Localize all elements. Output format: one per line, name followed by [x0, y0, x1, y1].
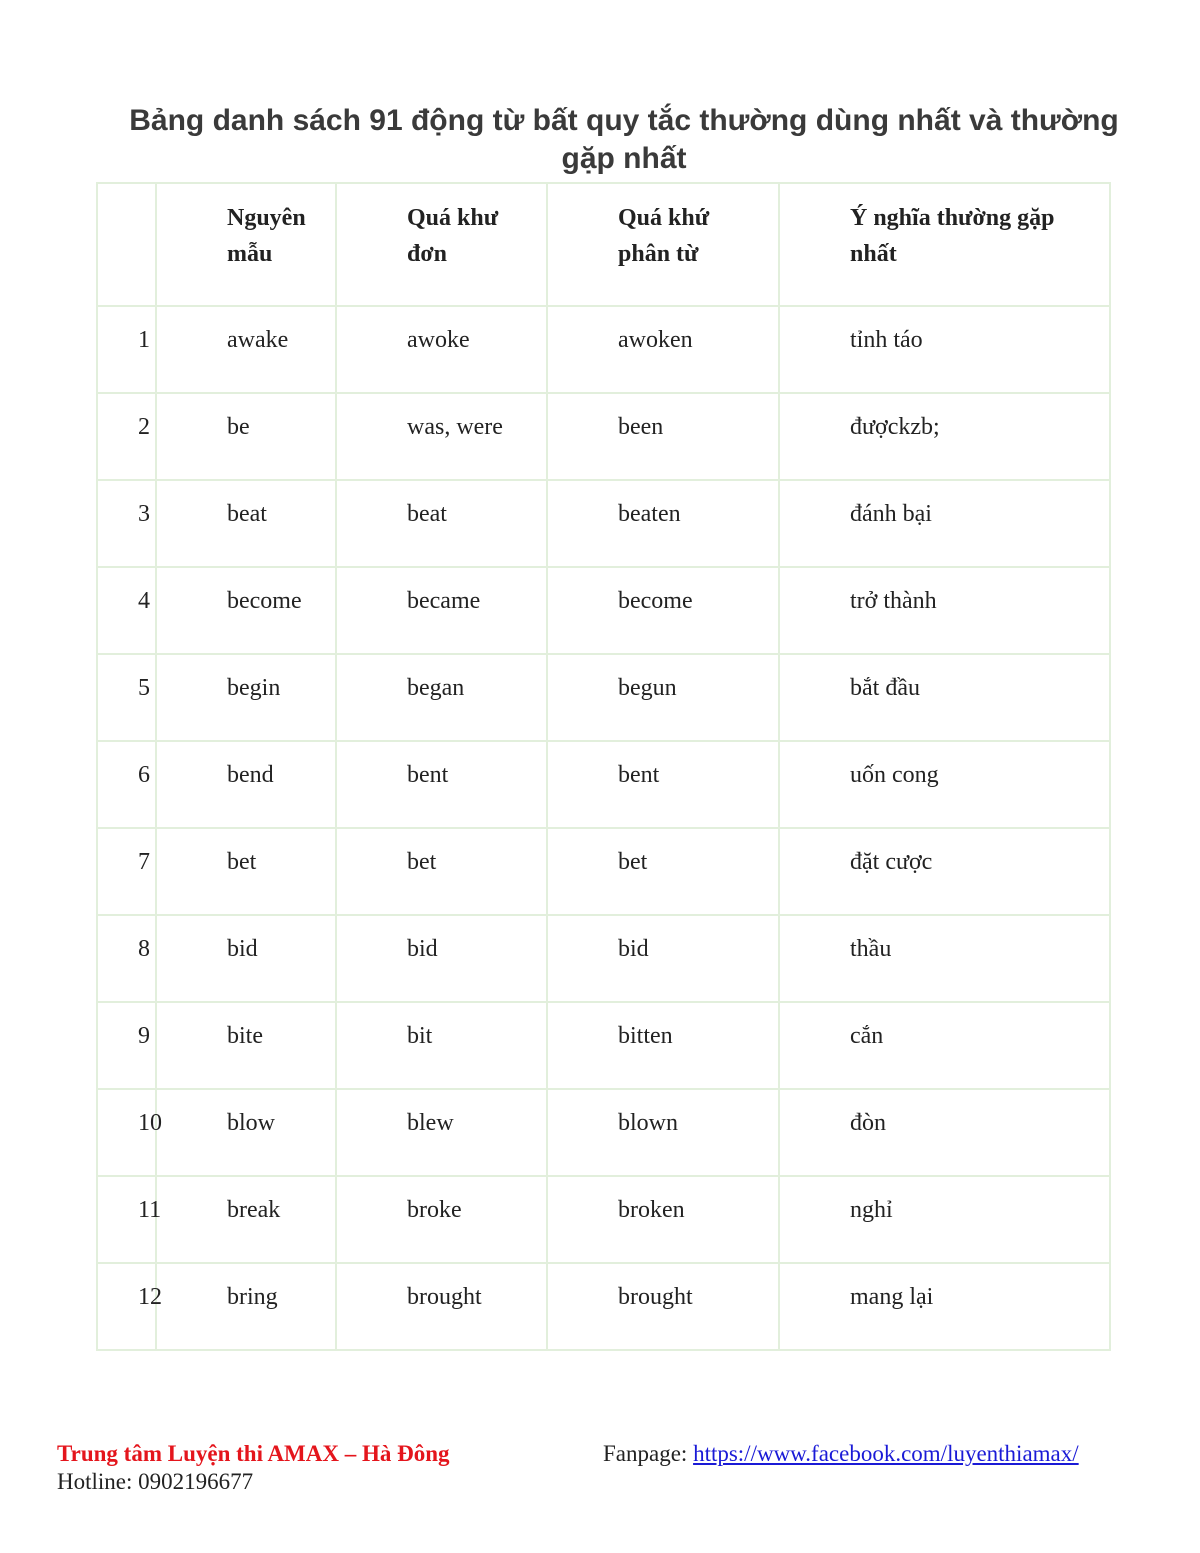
header-past-participle: Quá khứ phân từ	[547, 183, 779, 306]
cell-row-index: 10	[97, 1089, 156, 1176]
cell-past-participle: bent	[547, 741, 779, 828]
cell-past-participle: awoken	[547, 306, 779, 393]
table-row	[97, 306, 1110, 393]
cell-past-participle: bitten	[547, 1002, 779, 1089]
cell-row-index: 12	[97, 1263, 156, 1350]
footer-hotline: Hotline: 0902196677	[57, 1469, 254, 1494]
cell-row-index: 6	[97, 741, 156, 828]
fanpage-label: Fanpage:	[603, 1441, 694, 1466]
cell-meaning: đặt cược	[779, 828, 1110, 915]
cell-base-form: bend	[156, 741, 336, 828]
table-header-row	[97, 183, 1110, 306]
footer-fanpage	[603, 1440, 1079, 1468]
cell-meaning: uốn cong	[779, 741, 1110, 828]
cell-row-index: 11	[97, 1176, 156, 1263]
cell-past-simple: became	[336, 567, 547, 654]
cell-base-form: be	[156, 393, 336, 480]
cell-row-index: 9	[97, 1002, 156, 1089]
table-row	[97, 1089, 1110, 1176]
cell-row-index: 8	[97, 915, 156, 1002]
cell-past-simple: bent	[336, 741, 547, 828]
cell-meaning: đánh bại	[779, 480, 1110, 567]
cell-past-participle: bid	[547, 915, 779, 1002]
cell-past-simple: was, were	[336, 393, 547, 480]
cell-past-participle: bet	[547, 828, 779, 915]
table-row	[97, 480, 1110, 567]
table-row	[97, 393, 1110, 480]
cell-base-form: begin	[156, 654, 336, 741]
cell-base-form: awake	[156, 306, 336, 393]
footer-org-name: Trung tâm Luyện thi AMAX – Hà Đông	[57, 1441, 450, 1466]
cell-meaning: trở thành	[779, 567, 1110, 654]
cell-meaning: tỉnh táo	[779, 306, 1110, 393]
cell-base-form: bring	[156, 1263, 336, 1350]
cell-row-index: 1	[97, 306, 156, 393]
table-row	[97, 654, 1110, 741]
table-row	[97, 1002, 1110, 1089]
cell-meaning: nghỉ	[779, 1176, 1110, 1263]
cell-past-participle: been	[547, 393, 779, 480]
header-base-form: Nguyên mẫu	[156, 183, 336, 306]
cell-base-form: bet	[156, 828, 336, 915]
cell-past-simple: brought	[336, 1263, 547, 1350]
cell-past-simple: began	[336, 654, 547, 741]
cell-base-form: become	[156, 567, 336, 654]
fanpage-link[interactable]: https://www.facebook.com/luyenthiamax/	[693, 1441, 1079, 1466]
cell-meaning: thầu	[779, 915, 1110, 1002]
verb-table	[96, 182, 1111, 1351]
table-row	[97, 741, 1110, 828]
cell-past-simple: beat	[336, 480, 547, 567]
cell-past-participle: beaten	[547, 480, 779, 567]
footer-contact	[57, 1440, 450, 1496]
cell-past-simple: bid	[336, 915, 547, 1002]
table-row	[97, 828, 1110, 915]
cell-meaning: đượckzb;	[779, 393, 1110, 480]
cell-past-simple: bet	[336, 828, 547, 915]
page-title: Bảng danh sách 91 động từ bất quy tắc thường dùng nhất và thường gặp nhất	[129, 104, 1119, 175]
cell-meaning: bắt đầu	[779, 654, 1110, 741]
cell-past-simple: blew	[336, 1089, 547, 1176]
cell-row-index: 2	[97, 393, 156, 480]
header-past-simple: Quá khư đơn	[336, 183, 547, 306]
cell-base-form: bid	[156, 915, 336, 1002]
cell-past-participle: blown	[547, 1089, 779, 1176]
cell-past-participle: become	[547, 567, 779, 654]
header-meaning: Ý nghĩa thường gặp nhất	[779, 183, 1110, 306]
cell-meaning: cắn	[779, 1002, 1110, 1089]
cell-past-participle: broken	[547, 1176, 779, 1263]
header-index	[97, 183, 156, 306]
cell-meaning: đòn	[779, 1089, 1110, 1176]
table-row	[97, 1263, 1110, 1350]
table-row	[97, 567, 1110, 654]
cell-base-form: beat	[156, 480, 336, 567]
cell-row-index: 3	[97, 480, 156, 567]
table-row	[97, 915, 1110, 1002]
table-row	[97, 1176, 1110, 1263]
cell-past-simple: awoke	[336, 306, 547, 393]
cell-meaning: mang lại	[779, 1263, 1110, 1350]
cell-base-form: bite	[156, 1002, 336, 1089]
cell-row-index: 4	[97, 567, 156, 654]
cell-base-form: blow	[156, 1089, 336, 1176]
cell-past-participle: brought	[547, 1263, 779, 1350]
cell-row-index: 7	[97, 828, 156, 915]
cell-past-simple: broke	[336, 1176, 547, 1263]
cell-past-simple: bit	[336, 1002, 547, 1089]
cell-row-index: 5	[97, 654, 156, 741]
cell-base-form: break	[156, 1176, 336, 1263]
cell-past-participle: begun	[547, 654, 779, 741]
